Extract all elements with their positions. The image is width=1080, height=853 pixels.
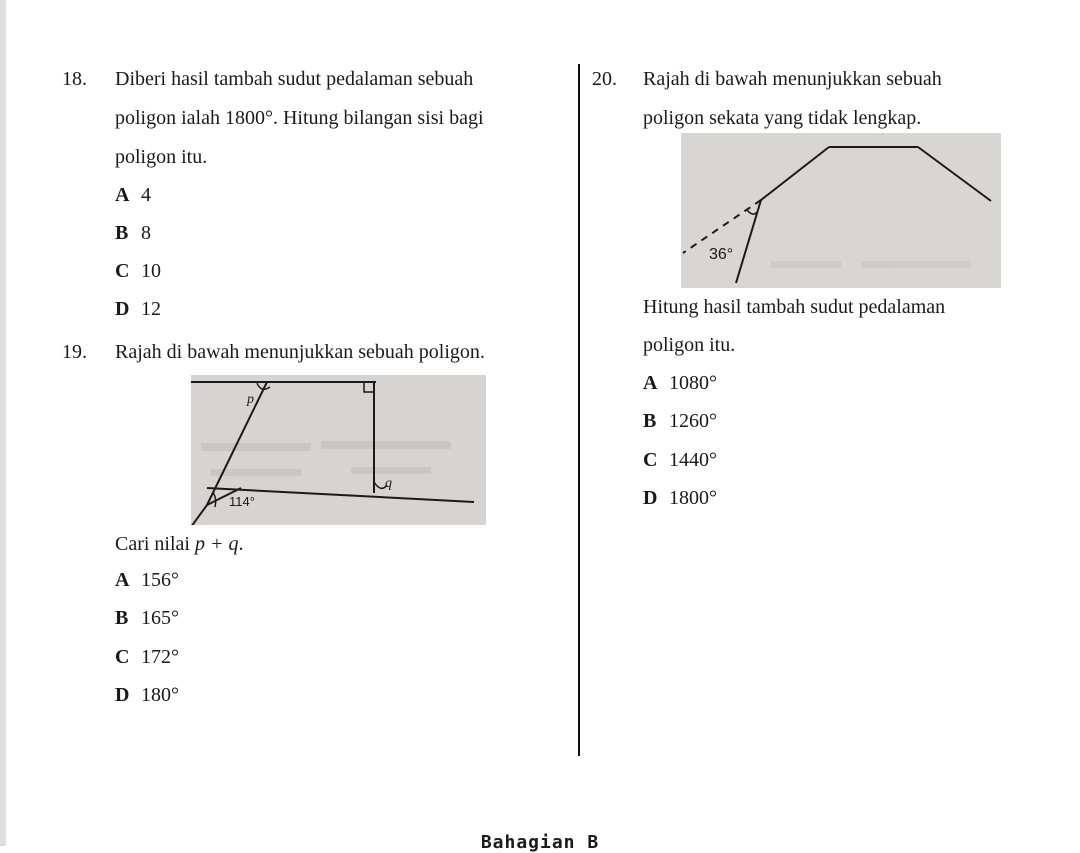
q18-option-c[interactable]: C 10 bbox=[115, 260, 161, 282]
q19-number: 19. bbox=[62, 341, 87, 363]
q19-option-d[interactable]: D 180° bbox=[115, 684, 179, 706]
q19-option-c[interactable]: C 172° bbox=[115, 646, 179, 668]
q19-polygon-figure bbox=[191, 375, 486, 525]
page-edge bbox=[0, 0, 6, 846]
column-divider bbox=[578, 64, 580, 756]
q20-option-c[interactable]: C 1440° bbox=[643, 449, 717, 471]
q20-number: 20. bbox=[592, 68, 617, 90]
q19-option-b[interactable]: B 165° bbox=[115, 607, 179, 629]
q20-option-b[interactable]: B 1260° bbox=[643, 410, 717, 432]
q19-label-p: p bbox=[247, 392, 254, 407]
q18-text-line2: poligon ialah 1800°. Hitung bilangan sisi bagi bbox=[115, 107, 484, 129]
q19-text-line1: Rajah di bawah menunjukkan sebuah poligon. bbox=[115, 341, 485, 363]
q20-label-angle: 36° bbox=[709, 246, 734, 263]
q19-prompt: Cari nilai p + q. bbox=[115, 533, 244, 555]
q18-option-b[interactable]: B 8 bbox=[115, 222, 151, 244]
q18-option-a[interactable]: A 4 bbox=[115, 184, 151, 206]
q18-text-line1: Diberi hasil tambah sudut pedalaman sebuah bbox=[115, 68, 474, 90]
q18-number: 18. bbox=[62, 68, 87, 90]
q20-option-d[interactable]: D 1800° bbox=[643, 487, 717, 509]
q19-label-angle: 114° bbox=[229, 494, 255, 509]
q20-text-line1: Rajah di bawah menunjukkan sebuah bbox=[643, 68, 942, 90]
q20-text-line2: poligon sekata yang tidak lengkap. bbox=[643, 107, 922, 129]
q18-option-d[interactable]: D 12 bbox=[115, 298, 161, 320]
q20-option-a[interactable]: A 1080° bbox=[643, 372, 717, 394]
q20-text-line4: poligon itu. bbox=[643, 334, 736, 356]
section-heading: Bahagian B bbox=[480, 832, 600, 853]
q20-polygon-figure bbox=[681, 133, 1001, 288]
q20-text-line3: Hitung hasil tambah sudut pedalaman bbox=[643, 296, 946, 318]
q19-option-a[interactable]: A 156° bbox=[115, 569, 179, 591]
q19-label-q: q bbox=[385, 476, 392, 491]
q18-text-line3: poligon itu. bbox=[115, 146, 208, 168]
